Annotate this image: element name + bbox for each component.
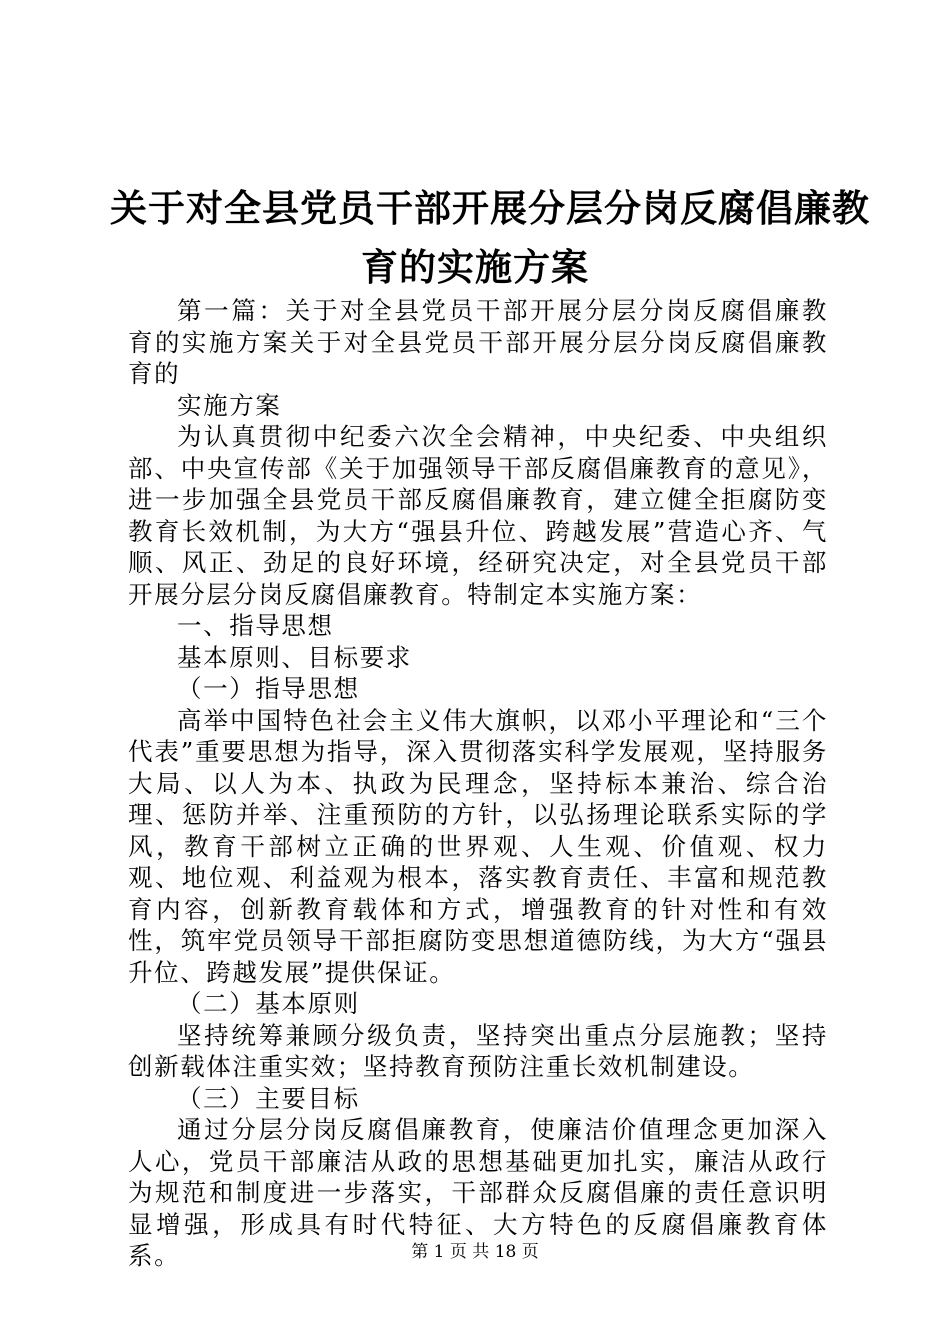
section-heading-guiding-ideology: 一、指导思想 <box>177 611 334 640</box>
document-title-line-1: 关于对全县党员干部开展分层分岗反腐倡廉教 <box>110 187 870 230</box>
subsection-heading-guiding-ideology: （一）指导思想 <box>177 674 360 703</box>
paragraph-guiding-ideology: 高举中国特色社会主义伟大旗帜，以邓小平理论和“三个代表”重要思想为指导，深入贯彻落实科学发展观，坚持服务大局、以人为本、执政为民理念，坚持标本兼治、综合治理、惩防并举、注重预防的方针，以弘扬理论联系实际的学风，教育干部树立正确的世界观、人生观、价值观、权力观、地位观、利益观为根本，落实教育责任、丰富和规范教育内容，创新教育载体和方式，增强教育的针对性和有效性，筑牢党员领导干部拒腐防变思想道德防线，为大方“强县升位、跨越发展”提供保证。 <box>128 705 828 987</box>
paragraph-main-goals: 通过分层分岗反腐倡廉教育，使廉洁价值理念更加深入人心，党员干部廉洁从政的思想基础更加扎实，廉洁从政行为规范和制度进一步落实，干部群众反腐倡廉的责任意识明显增强，形成具有时代特征、大方特色的反腐倡廉教育体系。 <box>128 1115 828 1270</box>
paragraph-purpose: 为认真贯彻中纪委六次全会精神，中央纪委、中央组织部、中央宣传部《关于加强领导干部反腐倡廉教育的意见》，进一步加强全县党员干部反腐倡廉教育，建立健全拒腐防变教育长效机制，为大方“强县升位、跨越发展”营造心齐、气顺、风正、劲足的良好环境，经研究决定，对全县党员干部开展分层分岗反腐倡廉教育。特制定本实施方案： <box>128 422 828 609</box>
section-subheading-principles-goals: 基本原则、目标要求 <box>177 642 412 672</box>
subsection-heading-basic-principles: （二）基本原则 <box>177 989 360 1018</box>
document-body <box>128 295 828 1272</box>
paragraph-intro: 第一篇：关于对全县党员干部开展分层分岗反腐倡廉教育的实施方案关于对全县党员干部开展分层分岗反腐倡廉教育的 <box>128 296 828 388</box>
paragraph-intro-continued: 实施方案 <box>177 390 282 420</box>
document-title-line-2: 育的实施方案 <box>361 246 589 289</box>
page-number-footer: 第 1 页 共 18 页 <box>411 1242 539 1262</box>
paragraph-basic-principles: 坚持统筹兼顾分级负责，坚持突出重点分层施教；坚持创新载体注重实效；坚持教育预防注重长效机制建设。 <box>128 1020 828 1081</box>
subsection-heading-main-goals: （三）主要目标 <box>177 1083 360 1113</box>
